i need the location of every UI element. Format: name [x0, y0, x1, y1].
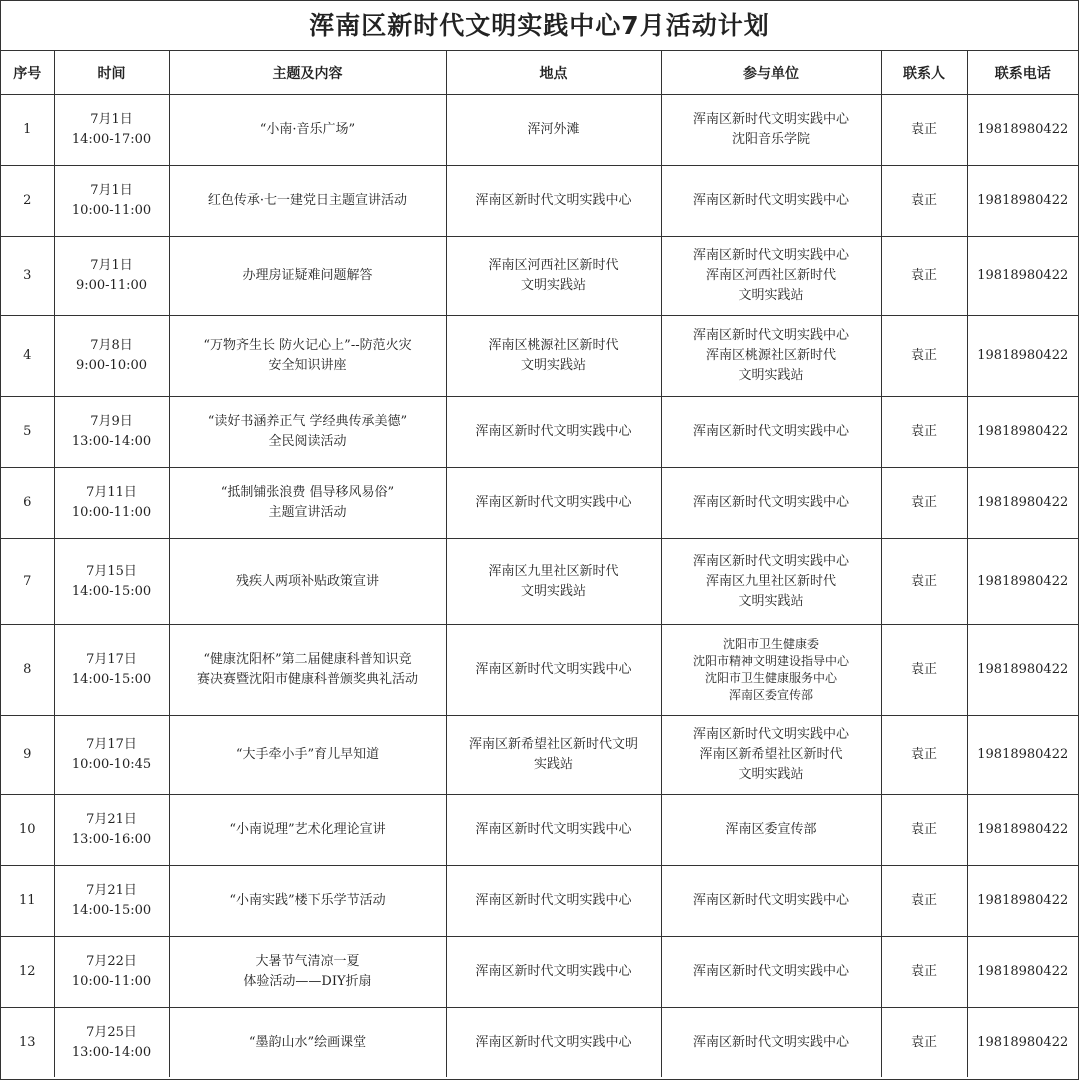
row-units — [661, 316, 881, 397]
row-place — [446, 866, 661, 937]
row-number-line: 9 — [23, 747, 32, 762]
row-time-line: 7月1日 — [90, 112, 133, 127]
row-units — [661, 866, 881, 937]
row-topic — [169, 166, 446, 237]
row-number-line: 5 — [23, 424, 32, 439]
row-units — [661, 95, 881, 166]
row-number-line: 3 — [23, 268, 32, 283]
row-units-line: 文明实践站 — [738, 288, 804, 303]
row-time-line: 7月8日 — [90, 338, 133, 353]
row-topic — [169, 468, 446, 539]
row-place — [446, 95, 661, 166]
row-topic-line: 赛决赛暨沈阳市健康科普颁奖典礼活动 — [196, 672, 418, 687]
row-units-line: 浑南区新时代文明实践中心 — [692, 328, 849, 343]
row-topic — [169, 937, 446, 1008]
row-number-line: 1 — [23, 122, 32, 137]
table-row — [1, 1008, 1078, 1078]
row-topic-line: 体验活动——DIY折扇 — [243, 974, 372, 989]
row-time-line: 9:00-11:00 — [75, 278, 148, 293]
row-phone — [967, 95, 1078, 166]
row-place-line: 浑南区新时代文明实践中心 — [475, 893, 632, 908]
row-units — [661, 716, 881, 795]
row-units-line: 浑南区委宣传部 — [728, 688, 813, 702]
row-phone — [967, 866, 1078, 937]
row-phone — [967, 468, 1078, 539]
row-phone — [967, 166, 1078, 237]
row-number-line: 8 — [23, 662, 32, 677]
row-time-line: 10:00-11:00 — [71, 203, 152, 218]
row-topic-line: “墨韵山水”绘画课堂 — [248, 1034, 367, 1050]
row-contact — [881, 316, 967, 397]
row-units-line: 沈阳市卫生健康委 — [722, 637, 819, 651]
row-phone-line: 19818980422 — [977, 662, 1069, 677]
row-topic-line: “小南实践”楼下乐学节活动 — [229, 893, 386, 908]
row-number — [1, 316, 54, 397]
row-phone-line: 19818980422 — [977, 424, 1069, 439]
row-units-line: 浑南区委宣传部 — [725, 822, 817, 837]
row-contact — [881, 716, 967, 795]
row-units-line: 浑南区新时代文明实践中心 — [692, 553, 849, 569]
row-contact-line: 袁正 — [910, 573, 937, 589]
row-number — [1, 1008, 54, 1078]
header-time: 时间 — [54, 51, 169, 95]
row-number — [1, 166, 54, 237]
row-units — [661, 625, 881, 716]
row-place — [446, 795, 661, 866]
row-number — [1, 866, 54, 937]
row-topic-line: “小南·音乐广场” — [259, 122, 356, 137]
row-phone — [967, 316, 1078, 397]
row-units-line: 文明实践站 — [738, 368, 804, 383]
row-phone — [967, 237, 1078, 316]
row-time-line: 7月15日 — [86, 563, 137, 579]
row-topic — [169, 95, 446, 166]
activity-table — [1, 51, 1078, 1077]
row-phone-line: 19818980422 — [977, 893, 1069, 908]
row-units-line: 沈阳市精神文明建设指导中心 — [692, 654, 849, 668]
row-phone — [967, 397, 1078, 468]
row-phone-line: 19818980422 — [977, 495, 1069, 510]
row-time-line: 7月1日 — [90, 258, 133, 273]
row-units-line: 浑南区新时代文明实践中心 — [692, 964, 849, 979]
row-contact-line: 袁正 — [910, 893, 937, 908]
row-place — [446, 539, 661, 625]
row-time-line: 7月21日 — [86, 812, 137, 827]
row-contact — [881, 95, 967, 166]
row-place-line: 浑南区九里社区新时代 — [488, 563, 619, 579]
page-title: 浑南区新时代文明实践中心7月活动计划 — [1, 1, 1078, 51]
row-time-line: 7月17日 — [86, 652, 137, 667]
row-time — [54, 866, 169, 937]
row-topic — [169, 397, 446, 468]
row-time-line: 14:00-15:00 — [71, 672, 152, 687]
row-units-line: 文明实践站 — [738, 767, 804, 782]
row-phone — [967, 795, 1078, 866]
header-no: 序号 — [1, 51, 54, 95]
row-topic-line: “读好书涵养正气 学经典传承美德” — [207, 414, 408, 429]
row-topic — [169, 795, 446, 866]
row-units — [661, 237, 881, 316]
row-number-line: 11 — [18, 893, 36, 908]
row-number — [1, 795, 54, 866]
row-units-line: 浑南区新时代文明实践中心 — [692, 495, 849, 510]
row-number-line: 10 — [18, 822, 36, 837]
row-phone — [967, 539, 1078, 625]
row-topic-line: 残疾人两项补贴政策宣讲 — [235, 573, 379, 589]
row-number-line: 2 — [23, 193, 32, 208]
row-contact — [881, 166, 967, 237]
row-topic-line: “抵制铺张浪费 倡导移风易俗” — [220, 485, 395, 500]
row-time — [54, 625, 169, 716]
row-topic-line: 红色传承·七一建党日主题宣讲活动 — [207, 193, 408, 208]
header-place: 地点 — [446, 51, 661, 95]
row-units — [661, 539, 881, 625]
row-time — [54, 795, 169, 866]
row-phone — [967, 716, 1078, 795]
table-row — [1, 795, 1078, 866]
row-place-line: 浑南区新时代文明实践中心 — [475, 662, 632, 677]
row-units-line: 沈阳音乐学院 — [731, 132, 810, 147]
row-topic — [169, 237, 446, 316]
row-time — [54, 237, 169, 316]
row-place-line: 实践站 — [533, 757, 573, 772]
table-row — [1, 166, 1078, 237]
row-time-line: 7月22日 — [86, 954, 137, 969]
row-time-line: 7月1日 — [90, 183, 133, 198]
row-time — [54, 468, 169, 539]
row-units-line: 浑南区新希望社区新时代 — [699, 747, 843, 762]
row-number — [1, 237, 54, 316]
row-place-line: 浑南区新时代文明实践中心 — [475, 424, 632, 439]
table-body — [1, 95, 1078, 1078]
row-contact-line: 袁正 — [910, 424, 937, 439]
row-units-line: 浑南区桃源社区新时代 — [705, 348, 836, 363]
row-phone-line: 19818980422 — [977, 573, 1069, 589]
row-units-line: 浑南区新时代文明实践中心 — [692, 893, 849, 908]
row-phone-line: 19818980422 — [977, 747, 1069, 762]
row-place-line: 浑南区新希望社区新时代文明 — [468, 737, 638, 752]
row-time-line: 10:00-11:00 — [71, 505, 152, 520]
row-time — [54, 539, 169, 625]
row-number — [1, 625, 54, 716]
row-topic-line: “大手牵小手”育儿早知道 — [235, 747, 380, 762]
row-topic — [169, 625, 446, 716]
row-topic — [169, 1008, 446, 1078]
row-number — [1, 539, 54, 625]
row-contact — [881, 1008, 967, 1078]
row-contact-line: 袁正 — [910, 822, 937, 837]
row-units — [661, 1008, 881, 1078]
row-time — [54, 397, 169, 468]
row-time-line: 10:00-10:45 — [71, 757, 152, 772]
row-topic-line: 大暑节气清凉一夏 — [255, 954, 360, 969]
row-contact-line: 袁正 — [910, 662, 937, 677]
row-place-line: 文明实践站 — [520, 583, 586, 599]
row-number-line: 4 — [23, 348, 32, 363]
row-units-line: 文明实践站 — [738, 593, 804, 609]
row-place-line: 浑南区新时代文明实践中心 — [475, 193, 632, 208]
header-topic: 主题及内容 — [169, 51, 446, 95]
row-time — [54, 95, 169, 166]
row-topic-line: “健康沈阳杯”第二届健康科普知识竞 — [203, 652, 412, 667]
row-contact — [881, 625, 967, 716]
row-time-line: 7月17日 — [86, 737, 137, 752]
row-units-line: 浑南区新时代文明实践中心 — [692, 1034, 849, 1050]
header-contact: 联系人 — [881, 51, 967, 95]
row-topic — [169, 866, 446, 937]
row-place — [446, 468, 661, 539]
table-row — [1, 237, 1078, 316]
row-place-line: 浑南区新时代文明实践中心 — [475, 964, 632, 979]
row-number — [1, 937, 54, 1008]
row-units — [661, 166, 881, 237]
row-time-line: 7月9日 — [90, 414, 133, 429]
row-contact — [881, 468, 967, 539]
row-phone-line: 19818980422 — [977, 1034, 1069, 1050]
row-topic-line: 安全知识讲座 — [268, 358, 347, 373]
table-row — [1, 397, 1078, 468]
row-phone-line: 19818980422 — [977, 122, 1069, 137]
row-contact — [881, 397, 967, 468]
table-row — [1, 866, 1078, 937]
row-topic-line: “小南说理”艺术化理论宣讲 — [229, 822, 386, 837]
row-phone — [967, 937, 1078, 1008]
row-units — [661, 397, 881, 468]
row-contact — [881, 795, 967, 866]
table-row — [1, 937, 1078, 1008]
row-time — [54, 316, 169, 397]
row-place-line: 浑河外滩 — [527, 122, 580, 137]
table-row — [1, 716, 1078, 795]
row-phone-line: 19818980422 — [977, 822, 1069, 837]
row-time — [54, 166, 169, 237]
row-contact-line: 袁正 — [910, 747, 937, 762]
row-topic-line: 主题宣讲活动 — [268, 505, 347, 520]
table-row — [1, 625, 1078, 716]
row-contact-line: 袁正 — [910, 964, 937, 979]
row-topic — [169, 539, 446, 625]
row-time-line: 13:00-14:00 — [71, 1044, 152, 1060]
row-topic-line: 全民阅读活动 — [268, 434, 347, 449]
row-place-line: 文明实践站 — [520, 278, 586, 293]
header-units: 参与单位 — [661, 51, 881, 95]
row-units-line: 浑南区河西社区新时代 — [705, 268, 836, 283]
row-number — [1, 716, 54, 795]
row-contact-line: 袁正 — [910, 122, 937, 137]
row-place — [446, 937, 661, 1008]
row-time-line: 14:00-15:00 — [71, 583, 152, 599]
header-phone: 联系电话 — [967, 51, 1078, 95]
row-place — [446, 397, 661, 468]
table-row — [1, 468, 1078, 539]
row-time-line: 14:00-15:00 — [71, 903, 152, 918]
table-row — [1, 539, 1078, 625]
row-contact — [881, 539, 967, 625]
row-number — [1, 95, 54, 166]
row-contact — [881, 937, 967, 1008]
row-number — [1, 468, 54, 539]
row-time — [54, 716, 169, 795]
table-header-row — [1, 51, 1078, 95]
row-units-line: 沈阳市卫生健康服务中心 — [704, 671, 837, 685]
row-time-line: 7月11日 — [86, 485, 137, 500]
row-place — [446, 1008, 661, 1078]
table-row — [1, 95, 1078, 166]
row-time-line: 7月21日 — [86, 883, 137, 898]
row-topic — [169, 716, 446, 795]
row-units — [661, 937, 881, 1008]
row-place-line: 浑南区新时代文明实践中心 — [475, 822, 632, 837]
row-units-line: 浑南区新时代文明实践中心 — [692, 727, 849, 742]
table-row — [1, 316, 1078, 397]
row-phone — [967, 1008, 1078, 1078]
row-units-line: 浑南区新时代文明实践中心 — [692, 112, 849, 127]
row-place — [446, 716, 661, 795]
row-contact-line: 袁正 — [910, 348, 937, 363]
row-phone-line: 19818980422 — [977, 964, 1069, 979]
row-number-line: 7 — [23, 573, 32, 589]
row-place — [446, 166, 661, 237]
row-place — [446, 625, 661, 716]
row-topic-line: 办理房证疑难问题解答 — [242, 268, 373, 283]
row-place-line: 浑南区新时代文明实践中心 — [475, 495, 632, 510]
row-units — [661, 795, 881, 866]
row-units-line: 浑南区新时代文明实践中心 — [692, 424, 849, 439]
row-time-line: 13:00-14:00 — [71, 434, 152, 449]
row-phone-line: 19818980422 — [977, 268, 1069, 283]
row-phone-line: 19818980422 — [977, 348, 1069, 363]
row-time — [54, 1008, 169, 1078]
row-topic — [169, 316, 446, 397]
row-place-line: 文明实践站 — [520, 358, 586, 373]
row-number — [1, 397, 54, 468]
row-units-line: 浑南区新时代文明实践中心 — [692, 248, 849, 263]
row-contact — [881, 866, 967, 937]
row-place-line: 浑南区新时代文明实践中心 — [475, 1034, 632, 1050]
row-time-line: 13:00-16:00 — [71, 832, 152, 847]
row-topic-line: “万物齐生长 防火记心上”--防范火灾 — [203, 338, 412, 353]
row-number-line: 13 — [18, 1034, 36, 1050]
row-contact-line: 袁正 — [910, 268, 937, 283]
row-place-line: 浑南区河西社区新时代 — [488, 258, 619, 273]
row-time-line: 7月25日 — [86, 1024, 137, 1040]
row-contact-line: 袁正 — [910, 1034, 937, 1050]
row-number-line: 6 — [23, 495, 32, 510]
row-units-line: 浑南区新时代文明实践中心 — [692, 193, 849, 208]
row-time-line: 14:00-17:00 — [71, 132, 152, 147]
row-units-line: 浑南区九里社区新时代 — [705, 573, 836, 589]
row-time-line: 10:00-11:00 — [71, 974, 152, 989]
row-place — [446, 316, 661, 397]
row-units — [661, 468, 881, 539]
row-phone — [967, 625, 1078, 716]
row-phone-line: 19818980422 — [977, 193, 1069, 208]
row-contact-line: 袁正 — [910, 495, 937, 510]
row-contact-line: 袁正 — [910, 193, 937, 208]
row-place — [446, 237, 661, 316]
row-time — [54, 937, 169, 1008]
row-time-line: 9:00-10:00 — [75, 358, 148, 373]
row-contact — [881, 237, 967, 316]
row-place-line: 浑南区桃源社区新时代 — [488, 338, 619, 353]
row-number-line: 12 — [18, 964, 36, 979]
